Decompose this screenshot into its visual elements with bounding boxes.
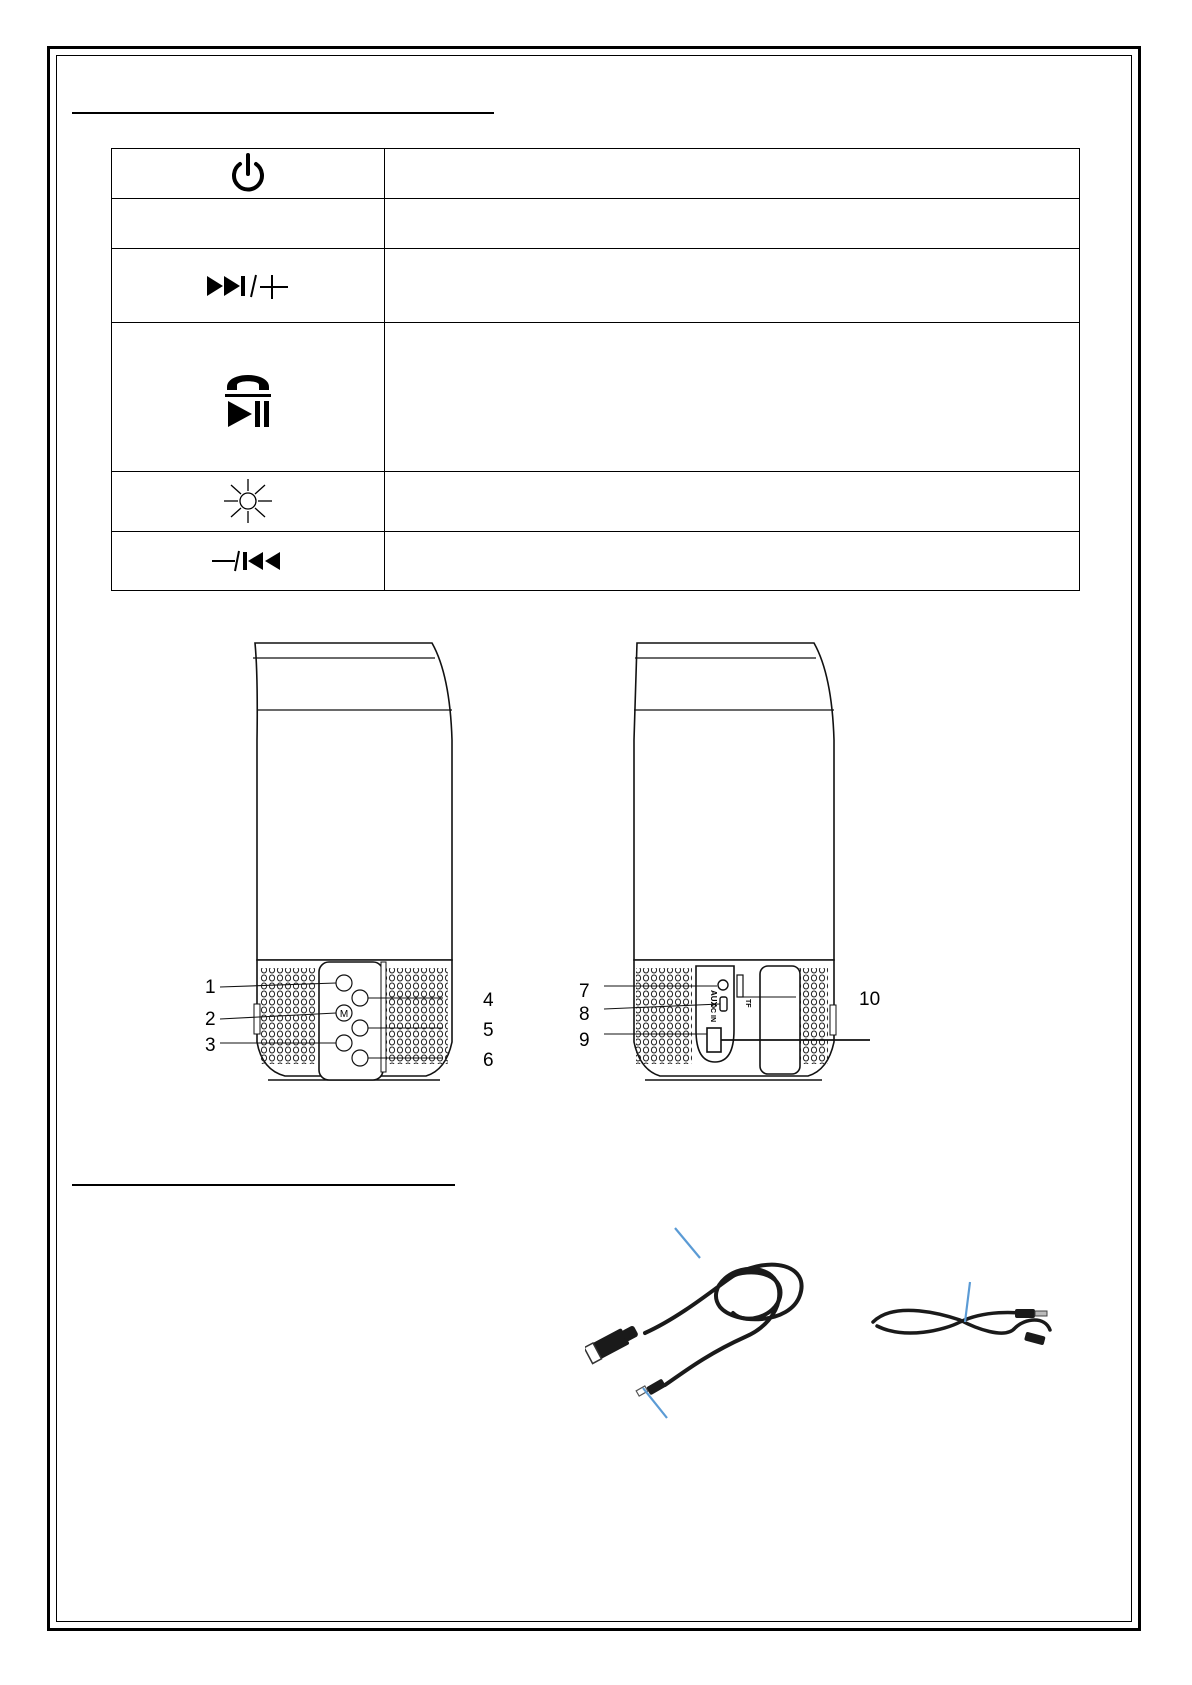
speaker-front-view [180, 630, 510, 1115]
table-description-cell [385, 323, 1080, 471]
aux-port-label: AUX [709, 990, 718, 1007]
table-icon-cell [112, 249, 385, 323]
table-row [112, 323, 1080, 471]
table-description-cell [385, 149, 1080, 199]
dc-in-port-label: DC IN [709, 1003, 716, 1023]
callout-number: 4 [483, 990, 494, 1011]
usb-cable-image [585, 1225, 825, 1420]
callout-number: 2 [205, 1009, 216, 1030]
callout-number: 10 [859, 989, 881, 1010]
section-heading-rule-controls [72, 112, 494, 114]
callout-number: 5 [483, 1020, 494, 1041]
table-description-cell [385, 471, 1080, 531]
mode-button-label: M [339, 1009, 349, 1020]
table-row [112, 149, 1080, 199]
table-row [112, 471, 1080, 531]
table-row [112, 199, 1080, 249]
phone-play-pause-icon [222, 365, 274, 429]
power-icon [228, 152, 268, 196]
callout-number: 1 [205, 977, 216, 998]
callout-number: 7 [579, 981, 590, 1002]
table-icon-cell [112, 199, 385, 249]
controls-table [111, 148, 1080, 591]
volume-down-previous-track-icon [211, 549, 285, 573]
table-description-cell [385, 531, 1080, 590]
aux-cable-image [865, 1270, 1055, 1360]
callout-number: 8 [579, 1004, 590, 1025]
table-description-cell [385, 199, 1080, 249]
table-icon-cell [112, 323, 385, 471]
table-icon-cell [112, 471, 385, 531]
next-track-volume-up-icon [206, 271, 290, 301]
callout-number: 6 [483, 1050, 494, 1071]
tf-slot-label: TF [744, 999, 751, 1008]
speaker-back-view [570, 630, 880, 1115]
table-row [112, 531, 1080, 590]
table-row [112, 249, 1080, 323]
section-heading-rule-accessories [72, 1184, 455, 1186]
table-icon-cell [112, 149, 385, 199]
callout-number: 9 [579, 1030, 590, 1051]
light-icon [218, 478, 278, 524]
table-description-cell [385, 249, 1080, 323]
table-icon-cell [112, 531, 385, 590]
callout-number: 3 [205, 1035, 216, 1056]
